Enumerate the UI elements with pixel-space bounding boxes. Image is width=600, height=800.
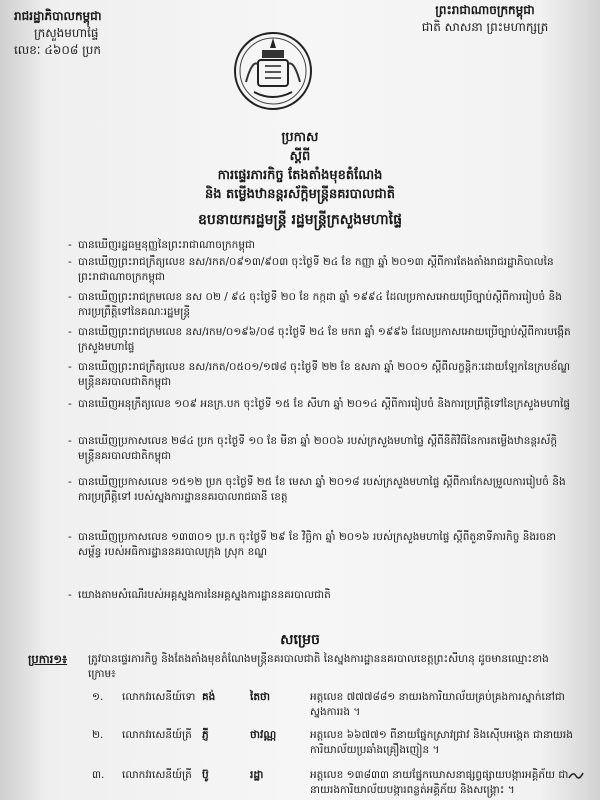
officer-number: ២. bbox=[92, 729, 104, 741]
reference-item: - បានឃើញព្រះរាជក្រឹត្យលេខ នស/រកត/០៩១៣/៩០៣ ចុះថ្ងៃទី ២៤ ខែ កញ្ញា ឆ្នាំ ២០១៣ ស្តីពីការតែងតាំងរាជរដ្ឋាភិបាលនៃព្រះរាជាណាចក្រកម្ពុជា bbox=[68, 256, 554, 283]
initial-mark-icon bbox=[568, 770, 584, 780]
issuing-authority-block bbox=[14, 8, 164, 59]
reference-item: - បានឃើញប្រកាសលេខ ១៥១២ ប្រក ចុះថ្ងៃទី ២៥ ខែ មេសា ឆ្នាំ ២០១៨ របស់ក្រសួងមហាផ្ទៃ ស្តីពីការកែសម្រួលការរៀបចំ និងការប្រព្រឹត្តិទៅ របស់ស្នងការដ្ឋាននគរបាលរាជធានី ខេត្ត bbox=[68, 476, 566, 503]
officer-assignment: អត្តលេខ ១៣៨៣៣ នាយផ្នែកឃោសនាផ្សព្វផ្សាយបង្ការអគ្គិភ័យ ជានាយរងការិយាល័យបង្ការពន្លត់អគ្គិភ័យ និងសង្គ្រោះ ។ bbox=[310, 769, 569, 796]
officer-assignment: អត្តលេខ ៦៦៧៧១ ពីនាយផ្នែកស្រាវជ្រាវ និងស៊ើបអង្កេត ជានាយរងការិយាល័យប្រឆាំងគ្រឿងញៀន ។ bbox=[310, 729, 573, 756]
officer-surname: ភ្ញី bbox=[202, 729, 209, 741]
kingdom-motto-block bbox=[375, 2, 595, 36]
royal-coat-of-arms-emblem bbox=[232, 30, 314, 112]
ministry-name: ក្រសួងមហាផ្ទៃ bbox=[34, 26, 99, 40]
officer-rank: លោកវរសេនីយ៍ត្រី bbox=[122, 769, 192, 781]
document-number: លេខៈ ៤៦០៨ ប្រក bbox=[14, 43, 101, 57]
document-type: ប្រកាស bbox=[281, 130, 319, 145]
officer-number: ៣. bbox=[92, 769, 105, 781]
reference-item: - បានឃើញរដ្ឋធម្មនុញ្ញនៃព្រះរាជាណាចក្រកម្ពុជា bbox=[68, 239, 255, 251]
reference-text: យោងតាមសំណើរបស់អគ្គស្នងការនៃអគ្គស្នងការដ្ឋាននគរបាលជាតិ bbox=[78, 589, 331, 601]
subject-line-2: និង តម្លើងឋានន្តរស័ក្តិមន្ត្រីនគរបាលជាតិ bbox=[205, 187, 395, 202]
article-1-text: ត្រូវបានផ្ទេរភារកិច្ច និងតែងតាំងមុខតំណែងមន្ត្រីនគរបាលជាតិ នៃស្នងការដ្ឋាននគរបាលខេត្តព្រះសីហនុ ដូចមានឈ្មោះខាងក្រោម៖ bbox=[88, 653, 549, 680]
article-1-label: ប្រការ១៖ bbox=[28, 652, 68, 666]
reference-item: - បានឃើញអនុក្រឹត្យលេខ ១០៩ អនក្រ.បក ចុះថ្ងៃទី ១៥ ខែ សីហា ឆ្នាំ ២០១៤ ស្តីពីការរៀបចំ និងការប្រព្រឹត្តិទៅនៃក្រសួងមហាផ្ទៃ bbox=[68, 398, 571, 410]
reference-text: បានឃើញអនុក្រឹត្យលេខ ១០៩ អនក្រ.បក ចុះថ្ងៃទី ១៥ ខែ សីហា ឆ្នាំ ២០១៤ ស្តីពីការរៀបចំ និងការប្រព្រឹត្តិទៅនៃក្រសួងមហាផ្ទៃ bbox=[78, 398, 571, 410]
officer-number: ១. bbox=[92, 691, 104, 703]
reference-text: បានឃើញប្រកាសលេខ ១៥១២ ប្រក ចុះថ្ងៃទី ២៥ ខែ មេសា ឆ្នាំ ២០១៨ របស់ក្រសួងមហាផ្ទៃ ស្តីពីការកែសម្រួលការរៀបចំ និងការប្រព្រឹត្តិទៅ របស់ស្នងការដ្ឋាននគរបាលរាជធានី ខេត្ត bbox=[78, 476, 566, 503]
officer-given-name: រដ្ឋា bbox=[250, 769, 264, 781]
reference-item: - បានឃើញព្រះរាជក្រឹត្យលេខ នស/រកត/០៥០១/១៧៨ ចុះថ្ងៃទី ២២ ខែ ឧសភា ឆ្នាំ ២០០១ ស្តីពីលក្ខន្តិកៈដោយឡែកនៃក្របខ័ណ្ឌមន្ត្រីនគរបាលជាតិកម្ពុជា bbox=[68, 361, 571, 388]
officer-rank: លោកវរសេនីយ៍ទោ bbox=[122, 691, 196, 703]
officer-rank: លោកវរសេនីយ៍ត្រី bbox=[122, 729, 192, 741]
concerning-label: ស្តីពី bbox=[289, 149, 311, 164]
reference-text: បានឃើញប្រកាសលេខ ១៣៣០១ ប្រ.ក ចុះថ្ងៃទី ២៩ ខែ វិច្ឆិកា ឆ្នាំ ២០១៦ របស់ក្រសួងមហាផ្ទៃ ស្តីពីតួនាទីភារកិច្ច និងរចនាសម្ព័ន្ធ របស់អធិការដ្ឋាននគរបាលក្រុង ស្រុក ខណ្ឌ bbox=[78, 531, 557, 558]
officer-surname: គង់ bbox=[202, 691, 216, 703]
government-name: រាជរដ្ឋាភិបាលកម្ពុជា bbox=[14, 9, 102, 23]
reference-text: បានឃើញព្រះរាជក្រឹត្យលេខ នស/រកត/០៥០១/១៧៨ ចុះថ្ងៃទី ២២ ខែ ឧសភា ឆ្នាំ ២០០១ ស្តីពីលក្ខន្តិកៈដោយឡែកនៃក្របខ័ណ្ឌមន្ត្រីនគរបាលជាតិកម្ពុជា bbox=[78, 361, 571, 388]
reference-item: - បានឃើញប្រកាសលេខ ១៣៣០១ ប្រ.ក ចុះថ្ងៃទី ២៩ ខែ វិច្ឆិកា ឆ្នាំ ២០១៦ របស់ក្រសួងមហាផ្ទៃ ស្តីពីតួនាទីភារកិច្ច និងរចនាសម្ព័ន្ធ របស់អធិការដ្ឋាននគរបាលក្រុង ស្រុក ខណ្ឌ bbox=[68, 531, 557, 558]
reference-item: - យោងតាមសំណើរបស់អគ្គស្នងការនៃអគ្គស្នងការដ្ឋាននគរបាលជាតិ bbox=[68, 589, 331, 601]
officer-given-name: ថាវណ្ណ bbox=[250, 729, 277, 741]
reference-item: - បានឃើញព្រះរាជក្រមលេខ នស/រកម/០១៩៦/០៨ ចុះថ្ងៃទី ២៤ ខែ មករា ឆ្នាំ ១៩៩៦ ដែលប្រកាសអោយប្រើច្បាប់ស្តីពីការបង្កើតក្រសួងមហាផ្ទៃ bbox=[68, 326, 571, 353]
reference-text: បានឃើញប្រកាសលេខ ២៨៤ ប្រក ចុះថ្ងៃទី ១០ ខែ មីនា ឆ្នាំ ២០០៦ របស់ក្រសួងមហាផ្ទៃ ស្តីពីនីតិវិធីនៃការតម្លើងឋានន្តរស័ក្តិមន្ត្រីនគរបាលជាតិកម្ពុជា bbox=[78, 435, 558, 462]
document-title-block bbox=[130, 128, 470, 204]
reference-text: បានឃើញព្រះរាជក្រមលេខ នស ០២ / ៩៤ ចុះថ្ងៃទី ២០ ខែ កក្កដា ឆ្នាំ ១៩៩៤ ដែលប្រកាសអោយប្រើច្បាប់ស្តីពីការរៀបចំ និងការប្រព្រឹត្តិទៅនៃគណៈរដ្ឋមន្ត្រី bbox=[78, 291, 562, 318]
reference-text: បានឃើញព្រះរាជក្រឹត្យលេខ នស/រកត/០៩១៣/៩០៣ ចុះថ្ងៃទី ២៤ ខែ កញ្ញា ឆ្នាំ ២០១៣ ស្តីពីការតែងតាំងរាជរដ្ឋាភិបាលនៃព្រះរាជាណាចក្រកម្ពុជា bbox=[78, 256, 554, 283]
reference-item: - បានឃើញប្រកាសលេខ ២៨៤ ប្រក ចុះថ្ងៃទី ១០ ខែ មីនា ឆ្នាំ ២០០៦ របស់ក្រសួងមហាផ្ទៃ ស្តីពីនីតិវិធីនៃការតម្លើងឋានន្តរស័ក្តិមន្ត្រីនគរបាលជាតិកម្ពុជា bbox=[68, 435, 558, 462]
national-motto: ជាតិ សាសនា ព្រះមហាក្សត្រ bbox=[421, 20, 549, 34]
decision-heading: សម្រេច bbox=[280, 632, 320, 648]
reference-text: បានឃើញរដ្ឋធម្មនុញ្ញនៃព្រះរាជាណាចក្រកម្ពុជា bbox=[78, 239, 255, 251]
reference-item: - បានឃើញព្រះរាជក្រមលេខ នស ០២ / ៩៤ ចុះថ្ងៃទី ២០ ខែ កក្កដា ឆ្នាំ ១៩៩៤ ដែលប្រកាសអោយប្រើច្បាប់ស្តីពីការរៀបចំ និងការប្រព្រឹត្តិទៅនៃគណៈរដ្ឋមន្ត្រី bbox=[68, 291, 562, 318]
officer-surname: ប៊ូ bbox=[202, 769, 209, 781]
issuer-title: ឧបនាយករដ្ឋមន្ត្រី រដ្ឋមន្ត្រីក្រសួងមហាផ្ទៃ bbox=[197, 212, 402, 228]
officer-assignment: អត្តលេខ ៧៧៧៨៨១ នាយរងការិយាល័យគ្រប់គ្រងការស្នាក់នៅជាស្នងការរង ។ bbox=[310, 691, 565, 718]
officer-given-name: តៃថា bbox=[250, 691, 270, 703]
reference-text: បានឃើញព្រះរាជក្រមលេខ នស/រកម/០១៩៦/០៨ ចុះថ្ងៃទី ២៤ ខែ មករា ឆ្នាំ ១៩៩៦ ដែលប្រកាសអោយប្រើច្បាប់ស្តីពីការបង្កើតក្រសួងមហាផ្ទៃ bbox=[78, 326, 571, 353]
subject-line-1: ការផ្ទេរភារកិច្ច តែងតាំងមុខតំណែង bbox=[217, 168, 383, 183]
kingdom-name: ព្រះរាជាណាចក្រកម្ពុជា bbox=[435, 3, 535, 17]
